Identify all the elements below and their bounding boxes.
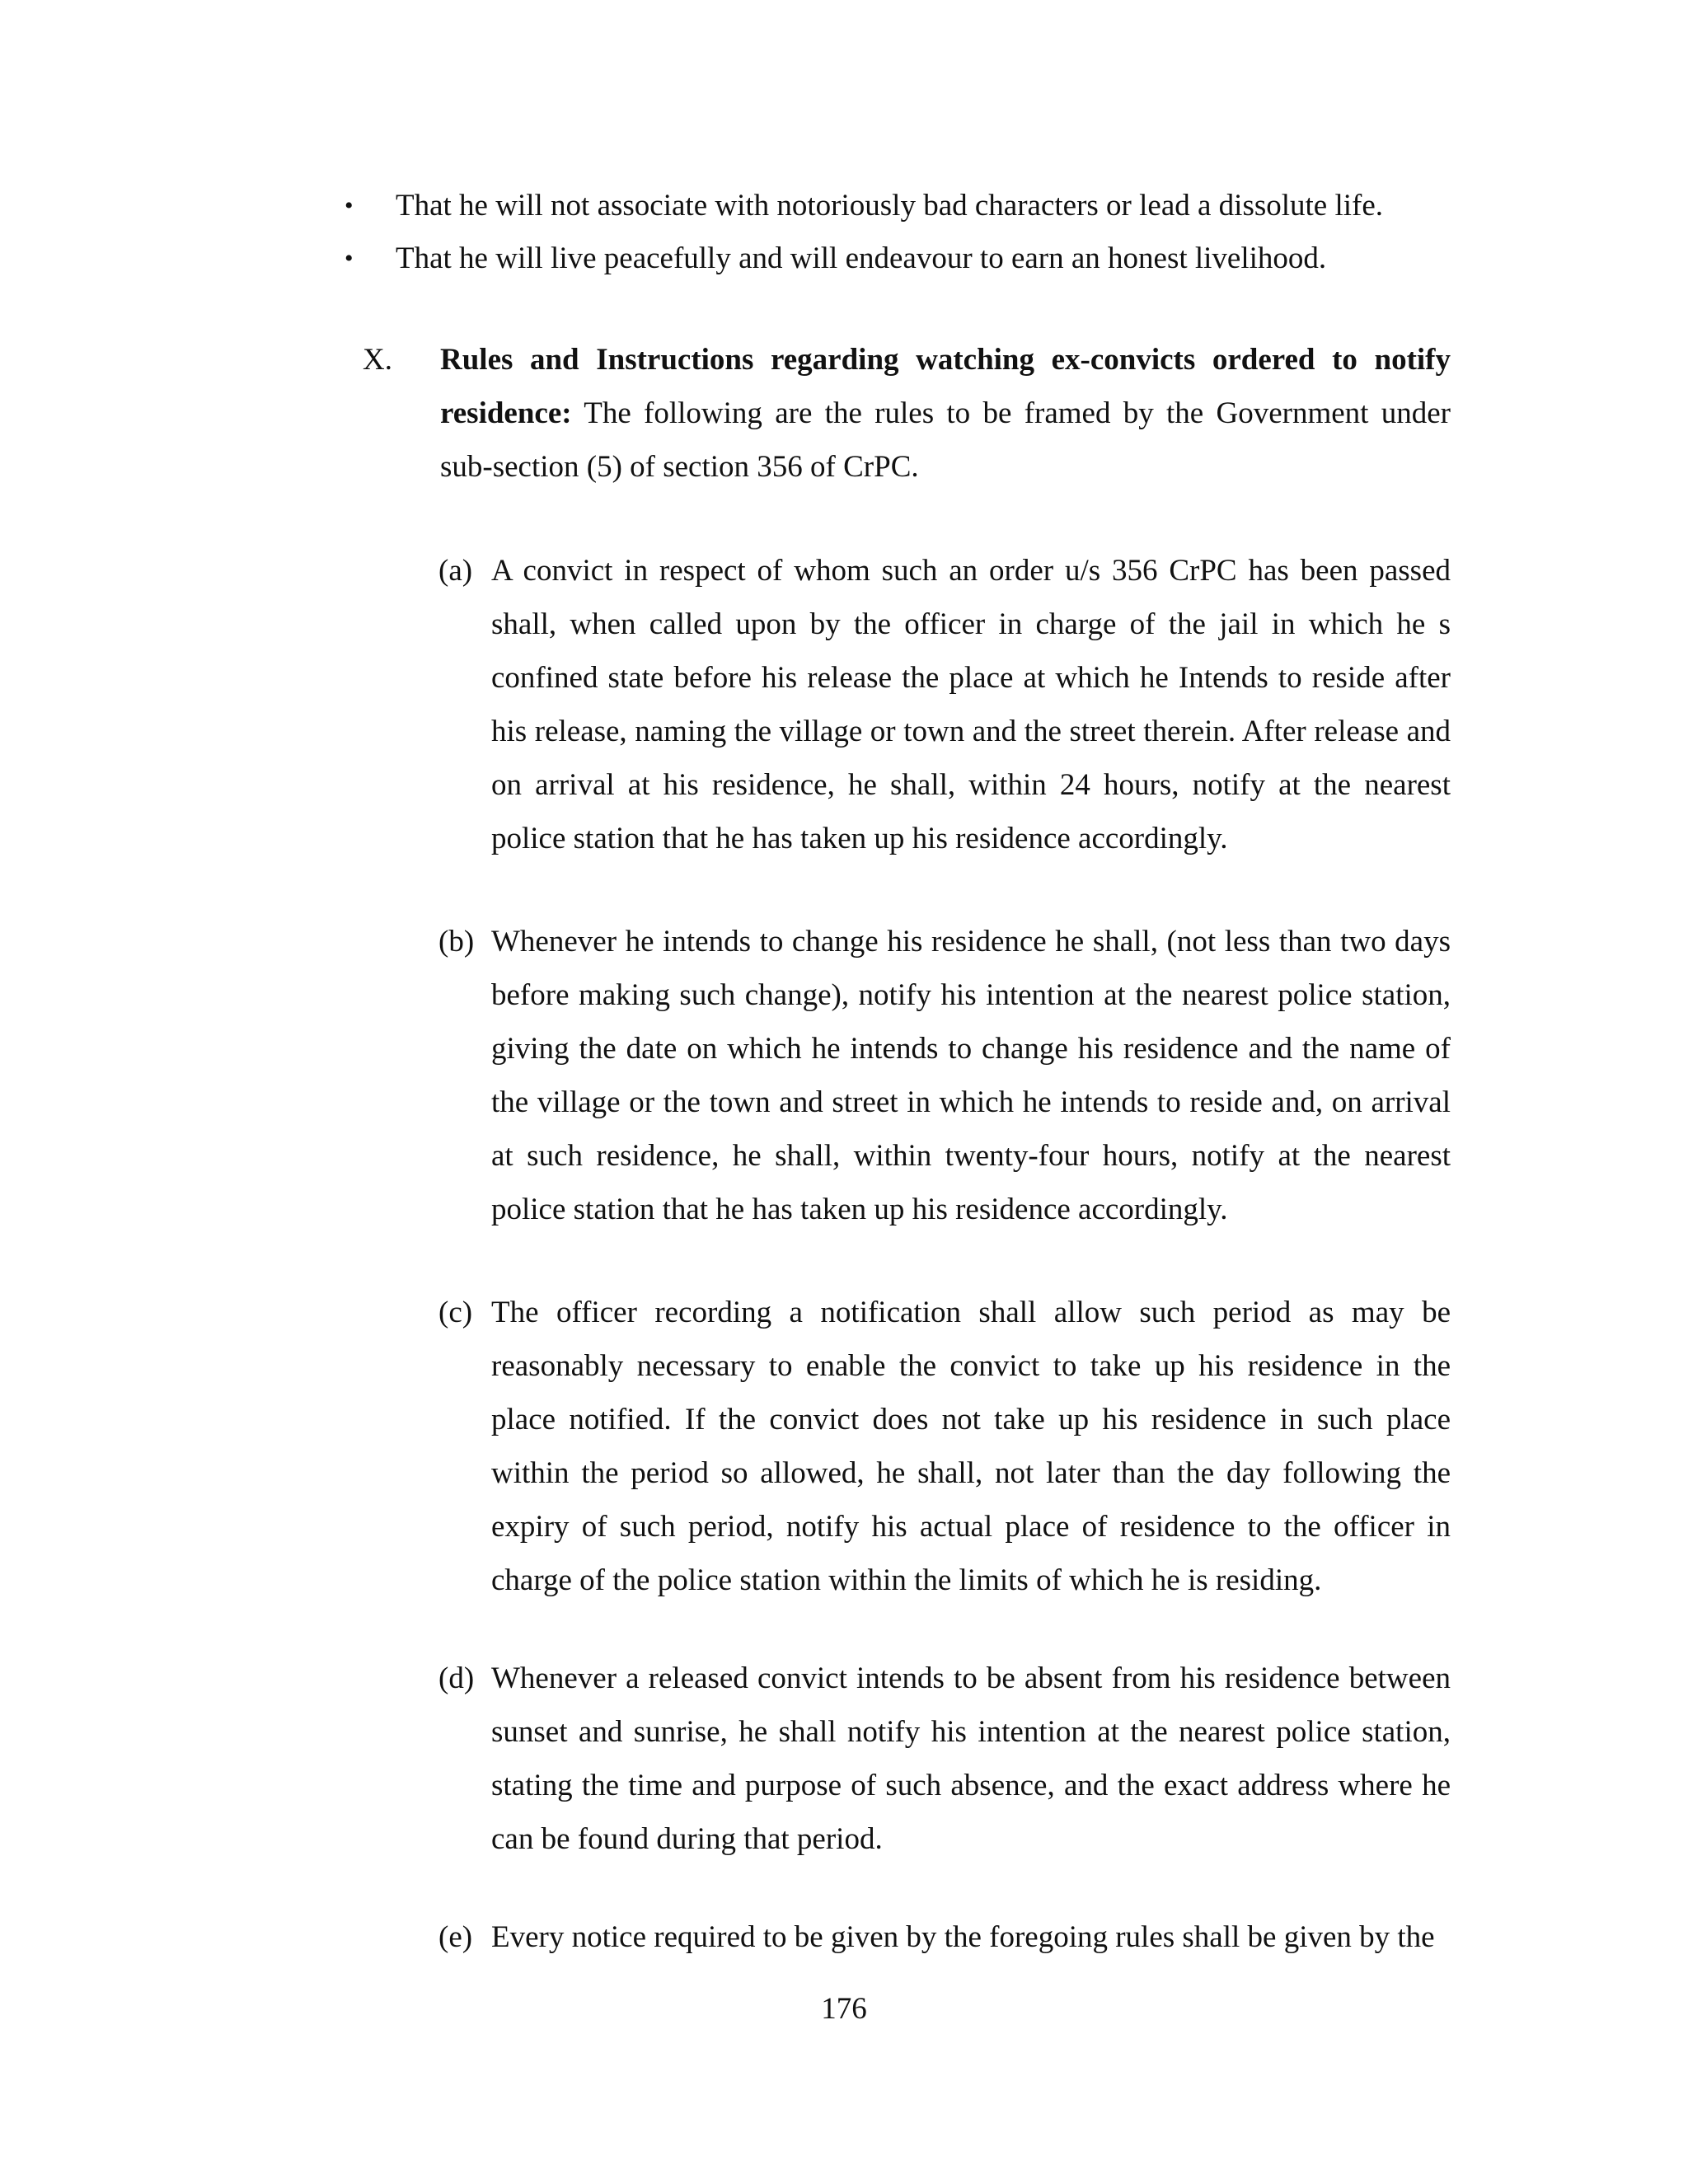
bullet-item xyxy=(345,232,1449,285)
section-paragraph xyxy=(440,333,1451,494)
rule-text: Every notice required to be given by the foregoing rules shall be given by the xyxy=(491,1920,1435,1954)
bullet-text: That he will live peacefully and will endeavour to earn an honest livelihood. xyxy=(396,241,1327,275)
page-number: 176 xyxy=(821,1992,867,2026)
rule-text: Whenever he intends to change his residence he shall, (not less than two days before making such change), notify his intention at the nearest police station, giving the date on which he intends to change his residence and the name of the village or the town and street in which he intends to reside and, on arrival at such residence, he shall, within twenty-four hours, notify at the nearest police station that he has taken up his residence accordingly. xyxy=(491,925,1451,1226)
bullet-text: That he will not associate with notoriously bad characters or lead a dissolute life. xyxy=(396,189,1384,223)
rule-label: (e) xyxy=(438,1920,473,1954)
rule-text: The officer recording a notification shall allow such period as may be reasonably necessary to enable the convict to take up his residence in the place notified. If the convict does not take up his residence in such place within the period so allowed, he shall, not later than the day following the expiry of such period, notify his actual place of residence to the officer in charge of the police station within the limits of which he is residing. xyxy=(491,1296,1451,1597)
bullet-icon: • xyxy=(345,192,354,219)
section-text: The following are the rules to be framed by the Government under sub-section (5) of section 356 of CrPC. xyxy=(440,396,1451,484)
bullet-icon: • xyxy=(345,245,354,272)
rule-text: A convict in respect of whom such an order u/s 356 CrPC has been passed shall, when called upon by the officer in charge of the jail in which he s confined state before his release the place at which he Intends to reside after his release, naming the village or town and the street therein. After release and on arrival at his residence, he shall, within 24 hours, notify at the nearest police station that he has taken up his residence accordingly. xyxy=(491,554,1451,855)
bullet-item xyxy=(345,180,1449,232)
rule-label: (a) xyxy=(438,554,473,588)
section-heading: Rules and Instructions regarding watching ex-convicts ordered to notify residence: xyxy=(440,343,1451,430)
section-number: X. xyxy=(363,343,392,377)
rule-label: (d) xyxy=(438,1661,475,1695)
rule-label: (b) xyxy=(438,925,475,958)
rule-label: (c) xyxy=(438,1296,473,1329)
rule-text: Whenever a released convict intends to be absent from his residence between sunset and sunrise, he shall notify his intention at the nearest police station, stating the time and purpose of such absence, and the exact address where he can be found during that period. xyxy=(491,1661,1451,1856)
